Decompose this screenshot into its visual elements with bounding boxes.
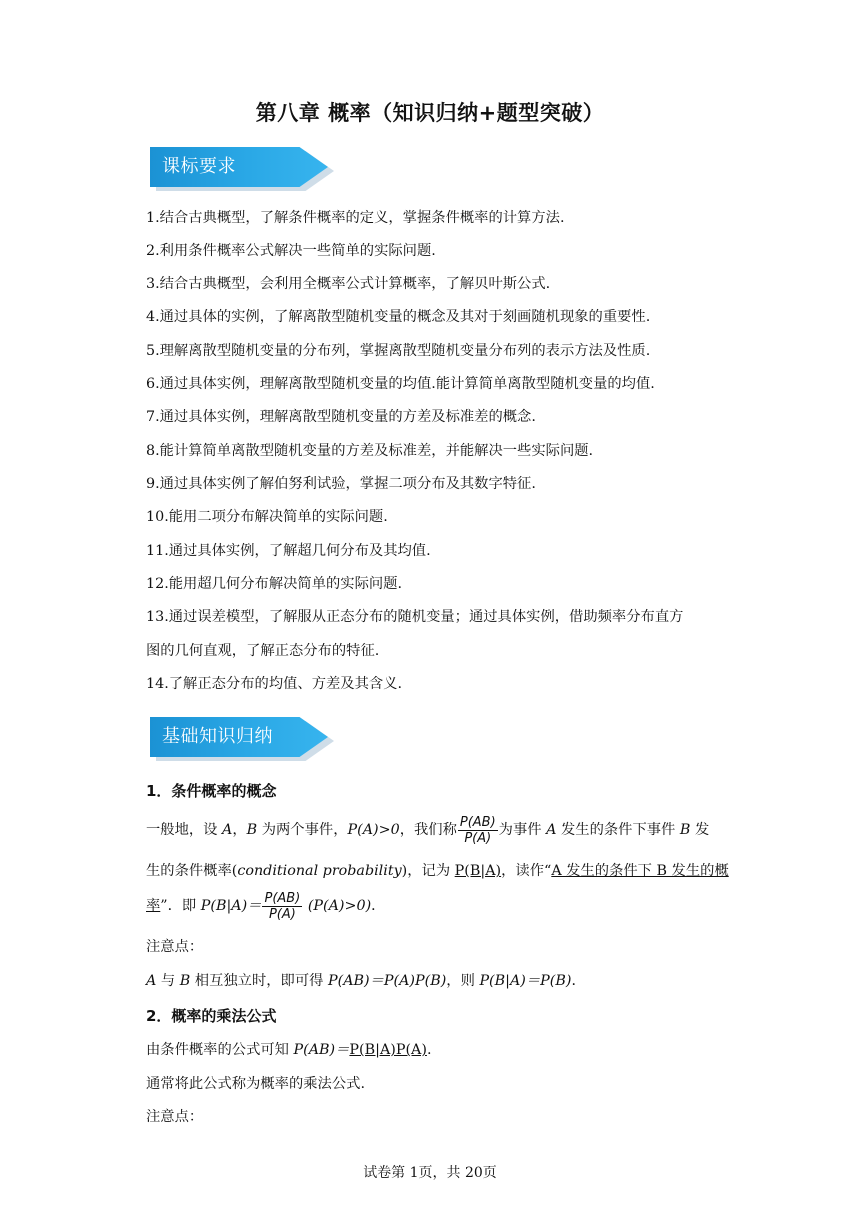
fraction-denominator: P(A) xyxy=(268,906,296,922)
text-span: )，记为 xyxy=(401,863,455,879)
paragraph-line xyxy=(146,812,709,848)
requirement-item: 12.能用超几何分布解决简单的实际问题. xyxy=(146,576,403,592)
requirement-item: 14.了解正态分布的均值、方差及其含义. xyxy=(146,676,403,692)
fraction xyxy=(262,891,302,922)
math-expression: (P(A)>0) xyxy=(303,898,372,914)
paragraph-line: 通常将此公式称为概率的乘法公式. xyxy=(146,1076,365,1092)
section-banner-requirements xyxy=(150,147,332,187)
text-span: ，则 xyxy=(446,973,480,989)
note-label: 注意点： xyxy=(146,939,204,955)
requirement-item: 7.通过具体实例，理解离散型随机变量的方差及标准差的概念. xyxy=(146,409,536,425)
text-span: 与 xyxy=(156,973,180,989)
paragraph-line xyxy=(146,1040,432,1060)
notation-underlined: P(B|A) xyxy=(454,863,502,879)
english-term: conditional probability xyxy=(237,863,402,879)
requirement-item: 5.理解离散型随机变量的分布列，掌握离散型随机变量分布列的表示方法及性质. xyxy=(146,343,651,359)
fraction-numerator: P(AB) xyxy=(264,890,301,906)
text-span: 为事件 xyxy=(498,822,547,838)
requirement-item: 13.通过误差模型，了解服从正态分布的随机变量；通过具体实例，借助频率分布直方 xyxy=(146,609,684,625)
requirement-item: 2.利用条件概率公式解决一些简单的实际问题. xyxy=(146,243,436,259)
math-expression: P(AB)＝ xyxy=(293,1042,350,1058)
text-span: 生的条件概率( xyxy=(146,863,238,879)
math-var: B xyxy=(179,973,191,989)
section-banner-knowledge xyxy=(150,717,332,757)
text-span: ，读作“ xyxy=(501,863,552,879)
math-expression: P(AB)＝P(A)P(B) xyxy=(328,973,447,989)
banner-label: 课标要求 xyxy=(162,156,236,177)
math-var: A xyxy=(146,973,157,989)
note-label: 注意点： xyxy=(146,1109,204,1125)
text-span: ． xyxy=(571,973,586,989)
requirement-item: 6.通过具体实例，理解离散型随机变量的均值.能计算简单离散型随机变量的均值. xyxy=(146,376,655,392)
requirement-item: 4.通过具体的实例，了解离散型随机变量的概念及其对于刻画随机现象的重要性. xyxy=(146,309,651,325)
requirement-item: 8.能计算简单离散型随机变量的方差及标准差，并能解决一些实际问题. xyxy=(146,443,594,459)
reading-underlined: 率 xyxy=(146,898,161,914)
text-span: ”．即 xyxy=(160,898,201,914)
text-span: 相互独立时，即可得 xyxy=(190,973,328,989)
requirement-item: 图的几何直观，了解正态分布的特征. xyxy=(146,643,380,659)
math-expression: P(B|A)＝ xyxy=(200,898,262,914)
math-var: B xyxy=(246,822,258,838)
paragraph-line xyxy=(146,888,385,924)
banner-label: 基础知识归纳 xyxy=(162,726,273,747)
requirement-item: 1.结合古典概型，了解条件概率的定义，掌握条件概率的计算方法. xyxy=(146,210,565,226)
requirement-item: 11.通过具体实例，了解超几何分布及其均值. xyxy=(146,543,431,559)
formula-underlined: P(B|A)P(A) xyxy=(349,1042,427,1058)
text-span: ． xyxy=(371,898,386,914)
text-span: 由条件概率的公式可知 xyxy=(146,1042,294,1058)
paragraph-line xyxy=(146,971,586,991)
requirement-item: 3.结合古典概型，会利用全概率公式计算概率，了解贝叶斯公式. xyxy=(146,276,551,292)
math-var: A xyxy=(546,822,557,838)
requirement-item: 10.能用二项分布解决简单的实际问题. xyxy=(146,509,388,525)
page-footer: 试卷第 1页，共 20页 xyxy=(363,1165,497,1181)
text-span: 一般地，设 xyxy=(146,822,223,838)
fraction-denominator: P(A) xyxy=(464,830,492,846)
math-expression: P(A)>0 xyxy=(347,822,400,838)
text-span: ， xyxy=(232,822,247,838)
reading-underlined: A 发生的条件下 B 发生的概 xyxy=(551,863,729,879)
text-span: 为两个事件， xyxy=(257,822,348,838)
requirement-item: 9.通过具体实例了解伯努利试验，掌握二项分布及其数字特征. xyxy=(146,476,536,492)
section-heading: 1．条件概率的概念 xyxy=(146,782,277,800)
fraction xyxy=(458,815,498,846)
math-expression: P(B|A)＝P(B) xyxy=(479,973,572,989)
text-span: ，我们称 xyxy=(399,822,457,838)
fraction-numerator: P(AB) xyxy=(459,814,496,830)
text-span: 发 xyxy=(690,822,710,838)
section-heading: 2．概率的乘法公式 xyxy=(146,1007,277,1025)
text-span: 发生的条件下事件 xyxy=(556,822,680,838)
text-span: . xyxy=(426,1042,432,1058)
math-var: A xyxy=(222,822,233,838)
page-title: 第八章 概率（知识归纳+题型突破） xyxy=(255,101,605,125)
math-var: B xyxy=(679,822,691,838)
paragraph-line xyxy=(146,861,729,881)
